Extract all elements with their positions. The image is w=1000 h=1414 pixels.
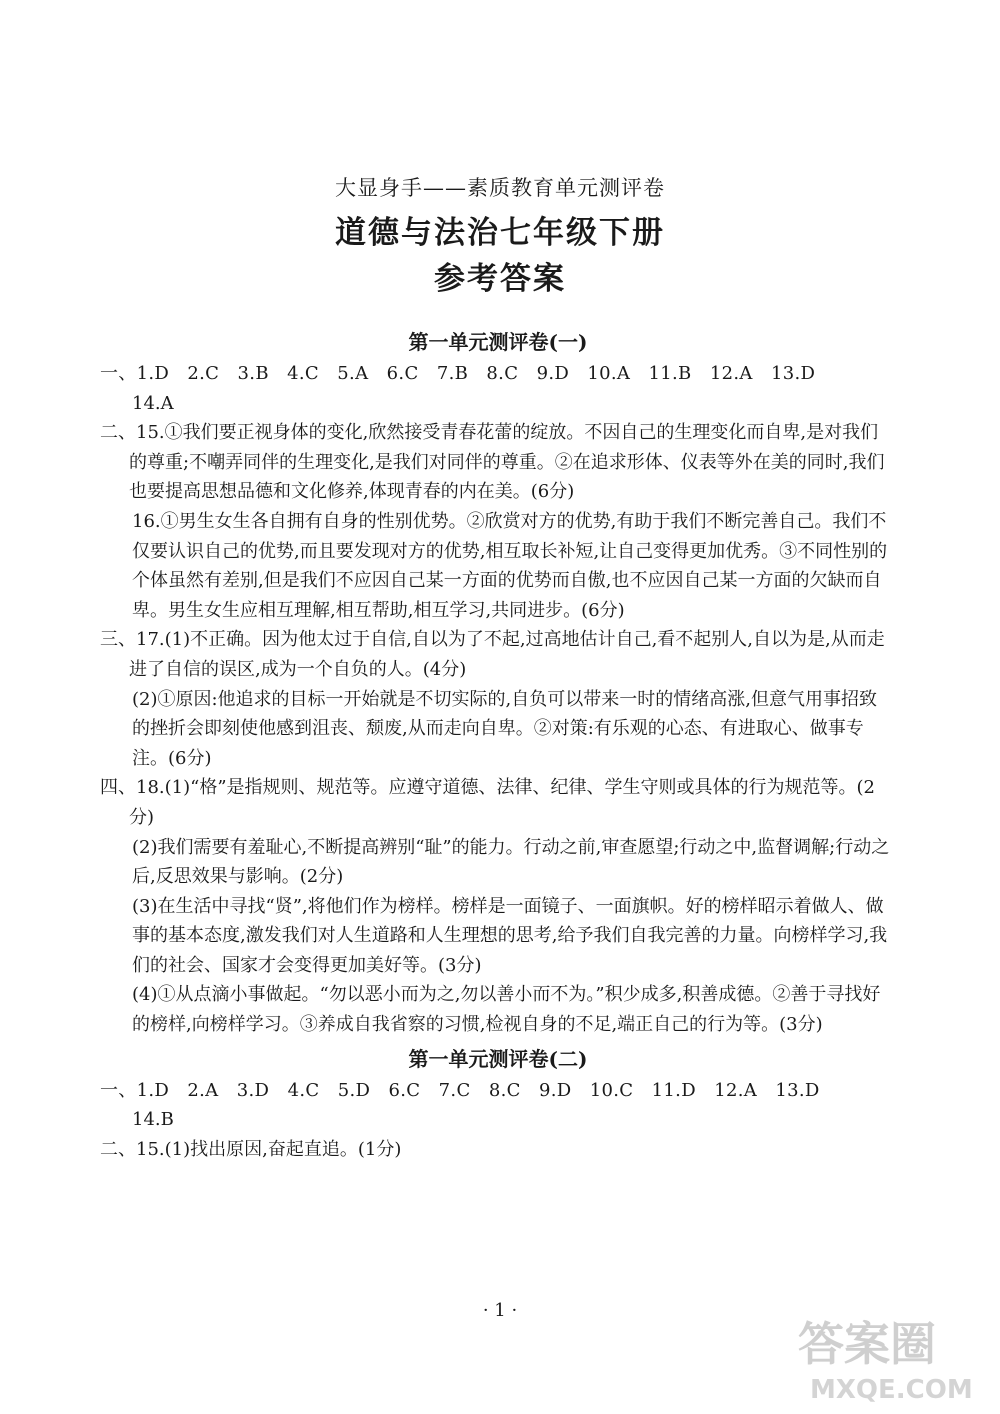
- choices-answers-test2-row2: 14.B: [132, 1109, 174, 1131]
- answer-test2-q15-part1: 二、15.(1)找出原因,奋起直追。(1分): [100, 1138, 402, 1160]
- watermark-site-text: MXQE.COM: [810, 1375, 973, 1405]
- answer-q18-part1: 四、18.(1)“格”是指规则、规范等。应遵守道德、法律、纪律、学生守则或具体的行为规范等。(2分): [100, 777, 875, 828]
- watermark-logo-text: 答案圈: [798, 1317, 936, 1371]
- choices-answers-row1: 一、1.D 2.C 3.B 4.C 5.A 6.C 7.B 8.C 9.D 10.A 11.B 12.A 13.D: [100, 363, 816, 384]
- unit1-test1-block: [100, 325, 893, 1164]
- page-number: · 1 ·: [482, 1300, 518, 1321]
- unit1-test1-heading: 第一单元测评卷(一): [408, 330, 588, 354]
- site-watermark-logo: [788, 1298, 988, 1408]
- answer-key-title: 参考答案: [434, 261, 566, 297]
- answer-q17-part2: (2)①原因:他追求的目标一开始就是不切实际的,自负可以带来一时的情绪高涨,但意气用事招致的挫折会即刻使他感到沮丧、颓废,从而走向自卑。②对策:有乐观的心态、有进取心、做事专注。(6分): [132, 688, 878, 769]
- answer-q18-part4: (4)①从点滴小事做起。“勿以恶小而为之,勿以善小而不为。”积少成多,积善成德。②善于寻找好的榜样,向榜样学习。③养成自我省察的习惯,检视自身的不足,端正自己的行为等。(3分): [132, 984, 881, 1036]
- answer-q16: 16.①男生女生各自拥有自身的性别优势。②欣赏对方的优势,有助于我们不断完善自己。我们不仅要认识自己的优势,而且要发现对方的优势,相互取长补短,让自己变得更加优秀。③不同性别的个体虽然有差别,但是我们不应因自己某一方面的优势而自傲,也不应因自己某一方面的欠缺而自卑。男生女生应相互理解,相互帮助,相互学习,共同进步。(6分): [132, 510, 888, 621]
- unit1-test2-heading: 第一单元测评卷(二): [408, 1046, 588, 1071]
- answer-q15: 二、15.①我们要正视身体的变化,欣然接受青春花蕾的绽放。不因自己的生理变化而自卑,是对我们的尊重;不嘲弄同伴的生理变化,是我们对同伴的尊重。②在追求形体、仪表等外在美的同时,我们也要提高思想品德和文化修养,体现青春的内在美。(6分): [100, 422, 885, 503]
- series-title: 大显身手——素质教育单元测评卷: [335, 176, 665, 200]
- choices-answers-row2: 14.A: [132, 392, 174, 414]
- choices-answers-test2-row1: 一、1.D 2.A 3.D 4.C 5.D 6.C 7.C 8.C 9.D 10.C 11.D 12.A 13.D: [100, 1079, 820, 1101]
- book-title: 道德与法治七年级下册: [335, 215, 665, 251]
- answer-q17-part1: 三、17.(1)不正确。因为他太过于自信,自以为了不起,过高地估计自己,看不起别人,自以为是,从而走进了自信的误区,成为一个自负的人。(4分): [100, 629, 885, 680]
- answer-q18-part2: (2)我们需要有羞耻心,不断提高辨别“耻”的能力。行动之前,审查愿望;行动之中,监督调解;行动之后,反思效果与影响。(2分): [132, 836, 890, 888]
- answer-q18-part3: (3)在生活中寻找“贤”,将他们作为榜样。榜样是一面镜子、一面旗帜。好的榜样昭示着做人、做事的基本态度,激发我们对人生道路和人生理想的思考,给予我们自我完善的力量。向榜样学习,我们的社会、国家才会变得更加美好等。(3分): [132, 895, 888, 976]
